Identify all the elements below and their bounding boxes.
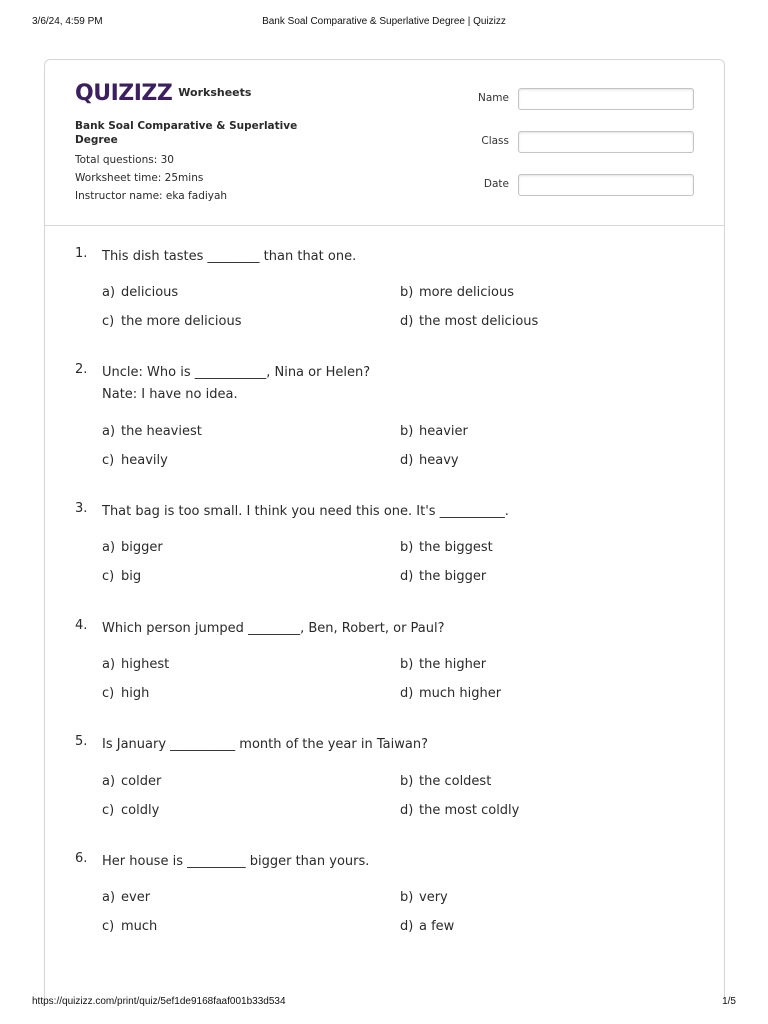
option-text: the more delicious bbox=[121, 314, 242, 329]
question-number: 3. bbox=[75, 501, 88, 516]
option-text: heavy bbox=[419, 453, 459, 468]
total-questions: Total questions: 30 bbox=[75, 154, 174, 166]
answer-option[interactable] bbox=[400, 424, 468, 439]
option-letter: c) bbox=[102, 803, 115, 818]
answer-option[interactable] bbox=[400, 314, 538, 329]
question-number: 5. bbox=[75, 734, 88, 749]
question-line: Nate: I have no idea. bbox=[102, 387, 238, 402]
page-number: 1/5 bbox=[722, 996, 736, 1007]
option-letter: b) bbox=[400, 285, 414, 300]
option-letter: c) bbox=[102, 919, 115, 934]
question-text bbox=[102, 246, 682, 268]
worksheet-meta bbox=[75, 119, 305, 205]
option-letter: a) bbox=[102, 285, 116, 300]
class-field[interactable] bbox=[518, 131, 694, 153]
question-line: Which person jumped ________, Ben, Robert, or Paul? bbox=[102, 621, 445, 636]
worksheet-header bbox=[45, 60, 724, 226]
option-letter: d) bbox=[400, 453, 414, 468]
answer-option[interactable] bbox=[102, 919, 157, 934]
answer-option[interactable] bbox=[102, 424, 202, 439]
option-letter: a) bbox=[102, 774, 116, 789]
print-footer bbox=[0, 996, 768, 1010]
answer-option[interactable] bbox=[102, 285, 178, 300]
option-letter: a) bbox=[102, 540, 116, 555]
option-letter: c) bbox=[102, 569, 115, 584]
print-date: 3/6/24, 4:59 PM bbox=[32, 16, 103, 27]
option-text: colder bbox=[121, 774, 162, 789]
logo-text: QUIZIZZ bbox=[75, 81, 173, 106]
option-letter: c) bbox=[102, 453, 115, 468]
option-text: the most delicious bbox=[419, 314, 539, 329]
option-text: very bbox=[419, 890, 448, 905]
question-line: This dish tastes ________ than that one. bbox=[102, 249, 357, 264]
option-text: the bigger bbox=[419, 569, 487, 584]
name-field[interactable] bbox=[518, 88, 694, 110]
option-text: big bbox=[121, 569, 142, 584]
answer-option[interactable] bbox=[400, 453, 459, 468]
option-letter: b) bbox=[400, 424, 414, 439]
answer-option[interactable] bbox=[400, 686, 501, 701]
option-text: coldly bbox=[121, 803, 160, 818]
option-text: much bbox=[121, 919, 158, 934]
option-letter: d) bbox=[400, 686, 414, 701]
quizizz-logo bbox=[75, 80, 251, 106]
answer-option[interactable] bbox=[102, 686, 149, 701]
option-text: the most coldly bbox=[419, 803, 520, 818]
option-text: much higher bbox=[419, 686, 502, 701]
option-text: bigger bbox=[121, 540, 163, 555]
option-text: the heaviest bbox=[121, 424, 202, 439]
option-text: heavily bbox=[121, 453, 168, 468]
question-text bbox=[102, 501, 682, 523]
question-number: 2. bbox=[75, 362, 88, 377]
answer-option[interactable] bbox=[102, 569, 141, 584]
print-title: Bank Soal Comparative & Superlative Degree | Quizizz bbox=[262, 16, 506, 27]
option-text: the coldest bbox=[419, 774, 492, 789]
answer-option[interactable] bbox=[102, 890, 150, 905]
answer-option[interactable] bbox=[400, 540, 493, 555]
worksheet-title: Bank Soal Comparative & Superlative Degree bbox=[75, 120, 298, 146]
option-letter: d) bbox=[400, 569, 414, 584]
answer-option[interactable] bbox=[400, 285, 514, 300]
question-text bbox=[102, 851, 682, 873]
answer-option[interactable] bbox=[400, 657, 486, 672]
question-line: That bag is too small. I think you need this one. It's __________. bbox=[102, 504, 509, 519]
print-header bbox=[0, 16, 768, 30]
option-text: ever bbox=[121, 890, 151, 905]
answer-option[interactable] bbox=[400, 569, 486, 584]
question-text bbox=[102, 734, 682, 756]
question-text bbox=[102, 618, 682, 640]
option-text: delicious bbox=[121, 285, 179, 300]
answer-option[interactable] bbox=[400, 890, 448, 905]
answer-option[interactable] bbox=[102, 657, 169, 672]
option-text: a few bbox=[419, 919, 455, 934]
option-text: the higher bbox=[419, 657, 487, 672]
answer-option[interactable] bbox=[102, 540, 163, 555]
date-label: Date bbox=[483, 178, 509, 190]
question-number: 1. bbox=[75, 246, 88, 261]
option-text: more delicious bbox=[419, 285, 515, 300]
logo-subtitle: Worksheets bbox=[178, 86, 252, 99]
name-label: Name bbox=[478, 92, 509, 104]
option-letter: b) bbox=[400, 890, 414, 905]
question-number: 6. bbox=[75, 851, 88, 866]
option-letter: b) bbox=[400, 540, 414, 555]
option-letter: a) bbox=[102, 657, 116, 672]
question-line: Her house is _________ bigger than yours. bbox=[102, 854, 370, 869]
option-letter: c) bbox=[102, 314, 115, 329]
worksheet-time: Worksheet time: 25mins bbox=[75, 172, 204, 184]
option-letter: b) bbox=[400, 774, 414, 789]
answer-option[interactable] bbox=[400, 919, 454, 934]
answer-option[interactable] bbox=[102, 774, 161, 789]
option-letter: d) bbox=[400, 314, 414, 329]
date-field[interactable] bbox=[518, 174, 694, 196]
option-letter: a) bbox=[102, 890, 116, 905]
option-text: the biggest bbox=[419, 540, 493, 555]
class-field-row bbox=[465, 131, 695, 153]
answer-option[interactable] bbox=[102, 803, 159, 818]
option-letter: c) bbox=[102, 686, 115, 701]
answer-option[interactable] bbox=[400, 803, 519, 818]
question-line: Is January __________ month of the year in Taiwan? bbox=[102, 737, 428, 752]
instructor-name: Instructor name: eka fadiyah bbox=[75, 190, 228, 202]
date-field-row bbox=[465, 174, 695, 196]
worksheet-sheet bbox=[44, 59, 725, 999]
option-letter: d) bbox=[400, 919, 414, 934]
option-letter: a) bbox=[102, 424, 116, 439]
option-text: heavier bbox=[419, 424, 468, 439]
print-url: https://quizizz.com/print/quiz/5ef1de9168faaf001b33d534 bbox=[32, 996, 286, 1007]
answer-option[interactable] bbox=[102, 314, 241, 329]
question-number: 4. bbox=[75, 618, 88, 633]
option-letter: b) bbox=[400, 657, 414, 672]
question-line: Uncle: Who is ___________, Nina or Helen? bbox=[102, 365, 371, 380]
option-letter: d) bbox=[400, 803, 414, 818]
class-label: Class bbox=[481, 135, 509, 147]
question-text bbox=[102, 362, 682, 406]
answer-option[interactable] bbox=[102, 453, 168, 468]
option-text: highest bbox=[121, 657, 170, 672]
option-text: high bbox=[121, 686, 150, 701]
answer-option[interactable] bbox=[400, 774, 491, 789]
name-field-row bbox=[465, 88, 695, 110]
